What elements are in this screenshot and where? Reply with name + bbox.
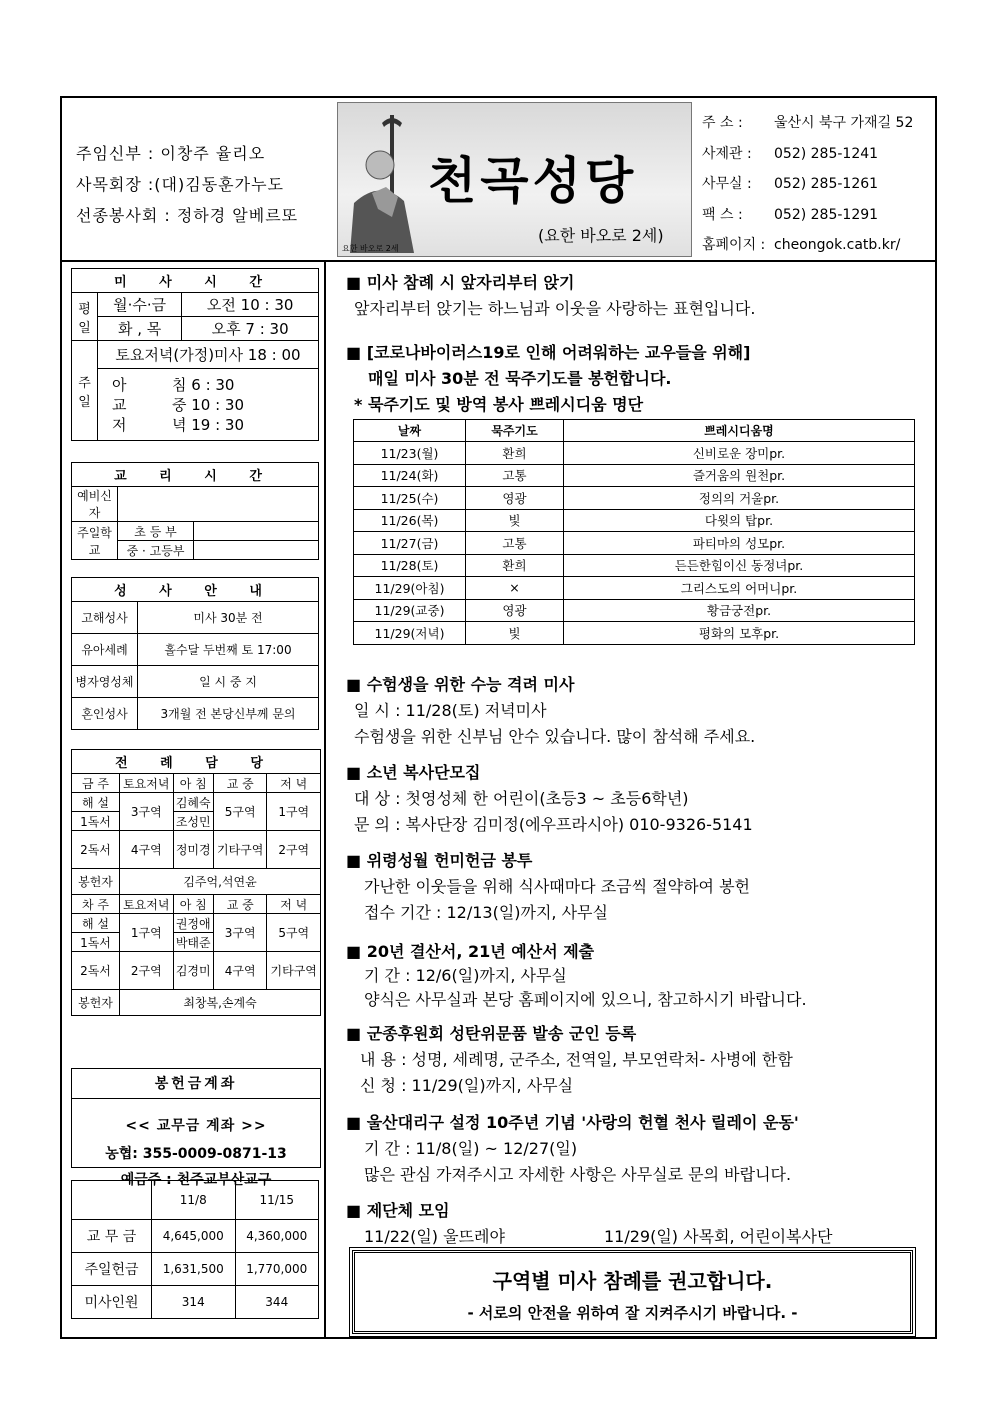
weekday-time-1: 오전 10 : 30 xyxy=(182,293,319,317)
offertory-label: 봉헌자 xyxy=(72,869,120,895)
section-text: 기 간 : 11/8(일) ~ 12/27(일) xyxy=(364,1139,578,1158)
cell: 2구역 xyxy=(267,831,321,869)
reading1-label: 1독서 xyxy=(72,812,120,831)
section-text: 수험생을 위한 신부님 안수 있습니다. 많이 참석해 주세요. xyxy=(354,727,756,746)
sunday-school-label: 주일학교 xyxy=(72,522,118,560)
cell: 그리스도의 어머니pr. xyxy=(564,577,915,600)
cell: 다윗의 탑pr. xyxy=(564,509,915,532)
section-text: 신 청 : 11/29(일)까지, 사무실 xyxy=(360,1076,574,1095)
cell: 김혜숙 xyxy=(173,793,213,812)
sacraments-table xyxy=(71,577,319,730)
section-heading: ■ 미사 참례 시 앞자리부터 앉기 xyxy=(346,270,755,296)
cell: 4,360,000 xyxy=(235,1220,319,1253)
cell: 권정애 xyxy=(173,914,213,933)
cell: 고통 xyxy=(466,464,564,487)
cell: × xyxy=(466,577,564,600)
cell: 신비로운 장미pr. xyxy=(564,442,915,465)
liturgy-title: 전 례 담 당 xyxy=(72,750,321,774)
cell: 즐거움의 원천pr. xyxy=(564,464,915,487)
notice-box xyxy=(352,1250,913,1334)
rectory-label: 사제관 : xyxy=(702,145,752,162)
cell: 든든한힘이신 동정녀pr. xyxy=(564,554,915,577)
cell: 조성민 xyxy=(173,812,213,831)
staff-list xyxy=(76,138,298,231)
section-text: 매일 미사 30분 전 묵주기도를 봉헌합니다. xyxy=(368,369,672,388)
section-heading: ■ 위령성월 헌미헌금 봉투 xyxy=(346,848,750,874)
liturgy-table xyxy=(71,749,321,1016)
reading2-label: 2독서 xyxy=(72,952,120,990)
cell: 고통 xyxy=(466,532,564,555)
confession-label: 고해성사 xyxy=(72,602,138,634)
section-rosary xyxy=(346,340,750,418)
section-text: 앞자리부터 앉기는 하느님과 이웃을 사랑하는 표현입니다. xyxy=(354,299,756,318)
section-blood-drive xyxy=(346,1110,799,1188)
section-text: 접수 기간 : 12/13(일)까지, 사무실 xyxy=(364,903,608,922)
saturday-mass: 토요저녁(가정)미사 18 : 00 xyxy=(98,341,319,369)
attendance-label: 미사인원 xyxy=(72,1286,152,1319)
cell: 박태준 xyxy=(173,933,213,952)
cell: 314 xyxy=(152,1286,236,1319)
cell: 11/24(화) xyxy=(354,464,466,487)
rectory-phone: 052) 285-1241 xyxy=(774,145,879,162)
elementary-label: 초 등 부 xyxy=(118,522,194,541)
cell: 1,631,500 xyxy=(152,1253,236,1286)
section-heading: ■ [코로나바이러스19로 인해 어려워하는 교우들을 위해] xyxy=(346,340,750,366)
section-exam-mass xyxy=(346,672,755,750)
section-heading: ■ 수험생을 위한 수능 격려 미사 xyxy=(346,672,755,698)
parish-banner xyxy=(337,102,692,257)
address: 울산시 북구 가재길 52 xyxy=(774,115,914,131)
sun-main-time: 중 10 : 30 xyxy=(172,395,245,414)
offertory-names: 최창복,손계숙 xyxy=(120,990,321,1016)
bulletin-frame xyxy=(60,96,937,1339)
cell: 기타구역 xyxy=(213,831,267,869)
cell: 2구역 xyxy=(120,952,174,990)
council-president: 사목회장 :(대)김동훈가누도 xyxy=(76,175,284,194)
col-morning: 아 침 xyxy=(173,895,213,914)
cell: 3구역 xyxy=(120,793,174,831)
cell: 정의의 거울pr. xyxy=(564,487,915,510)
section-text: 대 상 : 첫영성체 한 어린이(초등3 ~ 초등6학년) xyxy=(354,789,689,808)
funeral-service: 선종봉사회 : 정하경 알베르또 xyxy=(76,206,299,225)
sick-communion-label: 병자영성체 xyxy=(72,666,138,698)
cell: 11/29(교중) xyxy=(354,599,466,622)
sacraments-title: 성 사 안 내 xyxy=(72,578,319,602)
offertory-label: 봉헌자 xyxy=(72,990,120,1016)
cell: 5구역 xyxy=(267,914,321,952)
section-text: 내 용 : 성명, 세례명, 군주소, 전역일, 부모연락처- 사병에 한함 xyxy=(360,1050,793,1069)
pope-figure-image xyxy=(342,113,424,253)
pastor: 주임신부 : 이창주 율리오 xyxy=(76,144,266,163)
sick-communion-info: 일 시 중 지 xyxy=(138,666,319,698)
col-rosary: 묵주기도 xyxy=(466,420,564,442)
offering-label: 주일헌금 xyxy=(72,1253,152,1286)
section-meetings xyxy=(346,1198,832,1250)
section-front-seating xyxy=(346,270,755,322)
section-text: 가난한 이웃들을 위해 식사때마다 조금씩 절약하여 봉헌 xyxy=(364,877,751,896)
cell: 5구역 xyxy=(213,793,267,831)
cell: 11/29(아침) xyxy=(354,577,466,600)
cell: 파티마의 성모pr. xyxy=(564,532,915,555)
office-label: 사무실 : xyxy=(702,176,752,192)
next-week-label: 차 주 xyxy=(72,895,120,914)
reading1-label: 1독서 xyxy=(72,933,120,952)
cell: 11/25(수) xyxy=(354,487,466,510)
cell: 11/28(토) xyxy=(354,554,466,577)
col-sat: 토요저녁 xyxy=(120,774,174,793)
section-heading: ■ 군종후원회 성탄위문품 발송 군인 등록 xyxy=(346,1021,793,1047)
office-phone: 052) 285-1261 xyxy=(774,176,879,192)
account-holder: 예금주 : 천주교부산교구 xyxy=(120,1172,272,1188)
sun-evening-time: 녁 19 : 30 xyxy=(172,415,245,434)
cell: 4,645,000 xyxy=(152,1220,236,1253)
sun-morning: 아 xyxy=(112,375,127,394)
col-praesidium: 쁘레시디움명 xyxy=(564,420,915,442)
cell: 빛 xyxy=(466,622,564,645)
cell: 빛 xyxy=(466,509,564,532)
catechism-title: 교 리 시 간 xyxy=(72,463,319,487)
rosary-subheading: * 묵주기도 및 방역 봉사 쁘레시디움 명단 xyxy=(354,395,644,414)
section-text: 기 간 : 12/6(일)까지, 사무실 xyxy=(364,966,567,985)
cell: 11/27(금) xyxy=(354,532,466,555)
col-main: 교 중 xyxy=(213,774,267,793)
notice-title: 구역별 미사 참례를 권고합니다. xyxy=(492,1269,773,1293)
section-budget xyxy=(346,939,807,1013)
weekday-label: 평일 xyxy=(72,293,98,341)
meeting-1: 11/22(일) 울뜨레야 xyxy=(364,1227,505,1246)
image-caption: 요한 바오로 2세 xyxy=(342,244,399,253)
marriage-label: 혼인성사 xyxy=(72,698,138,730)
sun-evening: 저 xyxy=(112,415,127,434)
section-envelope xyxy=(346,848,750,926)
col-evening: 저 녁 xyxy=(267,895,321,914)
baptism-label: 유아세례 xyxy=(72,634,138,666)
cell: 황금궁전pr. xyxy=(564,599,915,622)
fax: 052) 285-1291 xyxy=(774,206,879,223)
cell: 1구역 xyxy=(120,914,174,952)
section-text: 많은 관심 가져주시고 자세한 사항은 사무실로 문의 바랍니다. xyxy=(364,1165,792,1184)
weekday-days-2: 화 , 목 xyxy=(98,317,182,341)
offertory-names: 김주억,석연윤 xyxy=(120,869,321,895)
section-heading: ■ 20년 결산서, 21년 예산서 제출 xyxy=(346,939,807,965)
parish-name: 천곡성당 xyxy=(428,151,638,210)
cell: 영광 xyxy=(466,487,564,510)
catechism-table xyxy=(71,462,319,560)
cell: 11/29(저녁) xyxy=(354,622,466,645)
cell: 정미경 xyxy=(173,831,213,869)
mass-times-table xyxy=(71,268,319,441)
col-morning: 아 침 xyxy=(173,774,213,793)
cell: 환희 xyxy=(466,554,564,577)
cell: 1구역 xyxy=(267,793,321,831)
col-sat: 토요저녁 xyxy=(120,895,174,914)
col-main: 교 중 xyxy=(213,895,267,914)
homepage-link[interactable]: cheongok.catb.kr/ xyxy=(774,237,901,253)
tithe-label: 교 무 금 xyxy=(72,1220,152,1253)
finance-col-2: 11/15 xyxy=(235,1181,319,1220)
col-evening: 저 녁 xyxy=(267,774,321,793)
account-number: 농협: 355-0009-0871-13 xyxy=(105,1146,287,1162)
notice-subtitle: - 서로의 안전을 위하여 잘 지켜주시기 바랍니다. - xyxy=(467,1304,798,1322)
address-label: 주 소 : xyxy=(702,115,743,131)
finance-col-1: 11/8 xyxy=(152,1181,236,1220)
cell: 4구역 xyxy=(213,952,267,990)
mass-times-title: 미 사 시 간 xyxy=(72,269,319,293)
rosary-table xyxy=(353,419,915,645)
cell: 4구역 xyxy=(120,831,174,869)
sun-main: 교 xyxy=(112,395,127,414)
sunday-label: 주일 xyxy=(72,341,98,441)
contact-info xyxy=(702,108,913,261)
reading2-label: 2독서 xyxy=(72,831,120,869)
cell: 11/26(목) xyxy=(354,509,466,532)
this-week-label: 금 주 xyxy=(72,774,120,793)
sun-morning-time: 침 6 : 30 xyxy=(172,375,235,394)
cell: 3구역 xyxy=(213,914,267,952)
cell: 11/23(월) xyxy=(354,442,466,465)
account-title: 봉헌금계좌 xyxy=(72,1069,320,1099)
baptism-info: 홀수달 두번째 토 17:00 xyxy=(138,634,319,666)
cell: 환희 xyxy=(466,442,564,465)
commentary-label: 해 설 xyxy=(72,793,120,812)
left-column xyxy=(62,262,326,1339)
section-heading: ■ 소년 복사단모집 xyxy=(346,760,753,786)
header xyxy=(62,98,935,262)
section-heading: ■ 울산대리구 설정 10주년 기념 '사랑의 헌혈 천사 릴레이 운동' xyxy=(346,1110,799,1136)
marriage-info: 3개월 전 본당신부께 문의 xyxy=(138,698,319,730)
middle-high-label: 중 · 고등부 xyxy=(118,541,194,560)
section-altar-servers xyxy=(346,760,753,838)
cell: 344 xyxy=(235,1286,319,1319)
cell: 영광 xyxy=(466,599,564,622)
section-heading: ■ 제단체 모임 xyxy=(346,1198,832,1224)
confession-info: 미사 30분 전 xyxy=(138,602,319,634)
cell: 평화의 모후pr. xyxy=(564,622,915,645)
cell: 1,770,000 xyxy=(235,1253,319,1286)
meeting-2: 11/29(일) 사목회, 어린이복사단 xyxy=(604,1227,833,1246)
cell: 기타구역 xyxy=(267,952,321,990)
patron-saint: (요한 바오로 2세) xyxy=(538,226,664,245)
account-box xyxy=(71,1068,321,1188)
col-date: 날짜 xyxy=(354,420,466,442)
catechumen-label: 예비신자 xyxy=(72,487,118,522)
section-text: 일 시 : 11/28(토) 저녁미사 xyxy=(354,701,547,720)
fax-label: 팩 스 : xyxy=(702,206,743,223)
weekday-time-2: 오후 7 : 30 xyxy=(182,317,319,341)
finance-table xyxy=(71,1180,319,1319)
weekday-days-1: 월·수·금 xyxy=(98,293,182,317)
homepage-label: 홈페이지 : xyxy=(702,237,766,253)
section-text: 양식은 사무실과 본당 홈페이지에 있으니, 참고하시기 바랍니다. xyxy=(364,990,807,1009)
account-heading: << 교무금 계좌 >> xyxy=(125,1118,267,1134)
cell: 김경미 xyxy=(173,952,213,990)
section-text: 문 의 : 복사단장 김미정(에우프라시아) 010-9326-5141 xyxy=(354,815,753,834)
section-military xyxy=(346,1021,793,1099)
commentary-label: 해 설 xyxy=(72,914,120,933)
